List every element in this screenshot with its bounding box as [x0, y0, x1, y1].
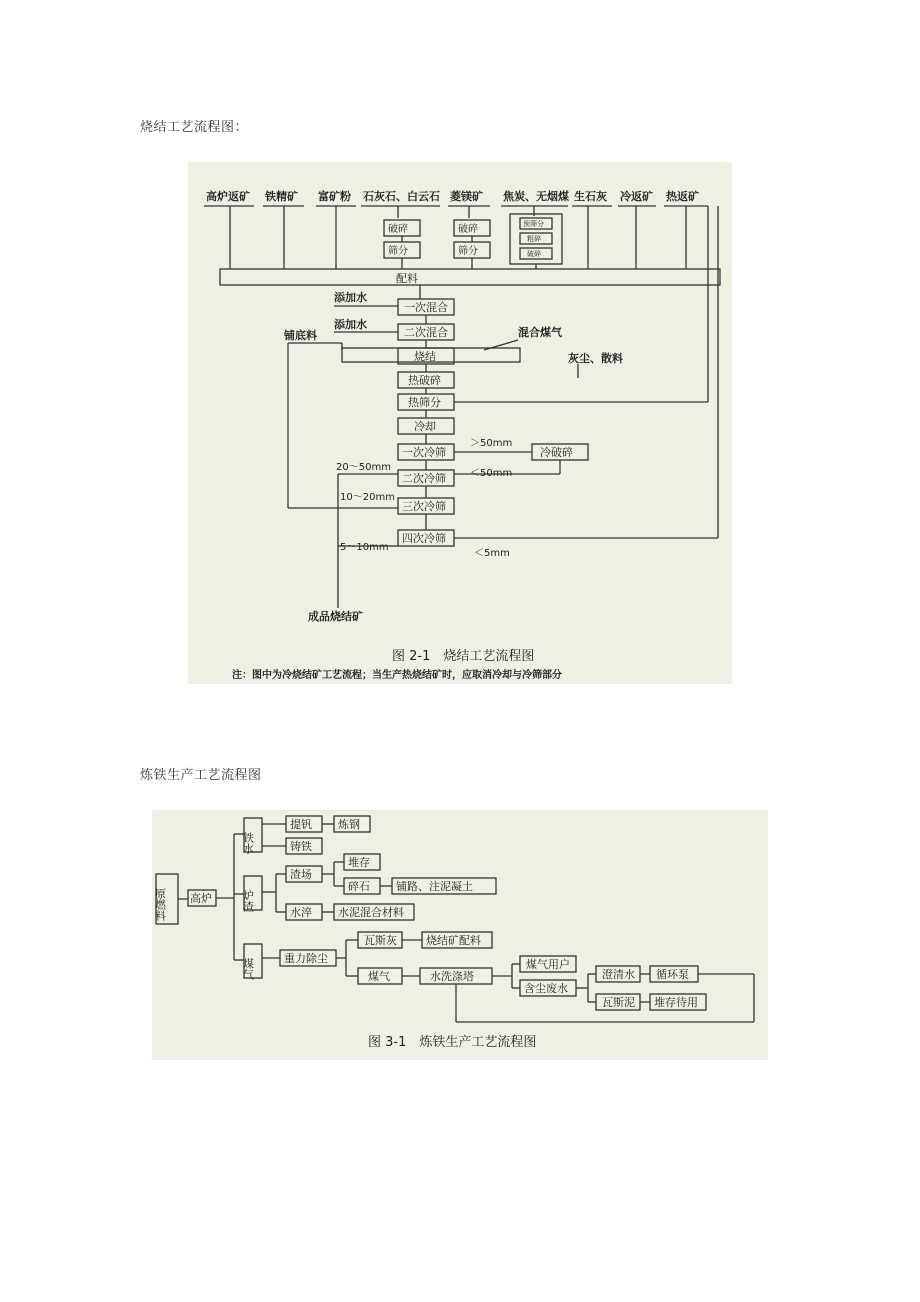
gas2-label: 煤气 [368, 970, 390, 983]
clear-water-label: 澄清水 [602, 968, 635, 981]
gt50-label: ＞50mm [470, 438, 513, 449]
cement-label: 水泥混合材料 [338, 906, 404, 919]
bedding-label: 铺底料 [284, 329, 317, 342]
raw-label: 生石灰 [574, 190, 607, 203]
vanadium-label: 提钒 [290, 818, 312, 831]
mix-1-label: 一次混合 [404, 301, 448, 314]
sinter-note: 注：图中为冷烧结矿工艺流程；当生产热烧结矿时，应取消冷却与冷筛部分 [232, 670, 562, 681]
gas-mud-label: 瓦斯泥 [602, 996, 635, 1009]
scrubber-label: 水洗涤塔 [430, 970, 474, 983]
iron-caption: 图 3-1 炼铁生产工艺流程图 [368, 1035, 537, 1050]
sinter-heading: 烧结工艺流程图： [140, 120, 249, 135]
raw-fuel-label: 原燃料 [153, 888, 167, 921]
sintering-label: 烧结 [414, 350, 436, 363]
cooling-label: 冷却 [414, 420, 436, 433]
hot-crush-label: 热破碎 [408, 374, 441, 387]
raw-label: 冷返矿 [620, 190, 653, 203]
storage-label: 堆存待用 [654, 996, 698, 1009]
cold-crush-label: 冷破碎 [540, 446, 573, 459]
gravel-label: 碎石 [348, 880, 370, 893]
range-20-50-label: 20～50mm [336, 462, 391, 473]
step-label: 筛分 [458, 246, 478, 257]
step-label: 筛分 [388, 246, 408, 257]
lt50-label: ＜50mm [470, 468, 513, 479]
dust-label: 灰尘、散料 [568, 352, 623, 365]
raw-label: 铁精矿 [265, 190, 298, 203]
pig-iron-label: 铸铁 [290, 840, 312, 853]
product-label: 成品烧结矿 [308, 610, 363, 623]
step-label: 粗碎 [527, 235, 541, 243]
sinter-flowchart [188, 162, 732, 684]
add-water-label: 添加水 [334, 291, 367, 304]
water-slag-label: 水淬 [290, 906, 312, 919]
raw-label: 焦炭、无烟煤 [503, 190, 569, 203]
range-5-10-label: 5～10mm [340, 542, 389, 553]
raw-label: 富矿粉 [318, 190, 351, 203]
raw-label: 高炉返矿 [206, 190, 250, 203]
screen-1-label: 一次冷筛 [402, 446, 446, 459]
hot-screen-label: 热筛分 [408, 396, 441, 409]
steelmaking-label: 炼钢 [338, 818, 360, 831]
raw-label: 石灰石、白云石 [363, 190, 440, 203]
molten-iron-label: 铁水 [241, 832, 255, 854]
step-label: 预筛分 [523, 220, 544, 228]
raw-label: 菱镁矿 [450, 190, 483, 203]
road-label: 铺路、注泥凝土 [396, 880, 473, 893]
raw-label: 热返矿 [666, 190, 699, 203]
gas-users-label: 煤气用户 [526, 958, 570, 971]
range-10-20-label: 10～20mm [340, 492, 395, 503]
mixed-gas-label: 混合煤气 [518, 326, 562, 339]
iron-heading: 炼铁生产工艺流程图 [140, 768, 262, 783]
sinter-caption: 图 2-1 烧结工艺流程图 [392, 649, 535, 664]
mix-2-label: 二次混合 [404, 326, 448, 339]
screen-4-label: 四次冷筛 [402, 532, 446, 545]
step-label: 破碎 [388, 224, 408, 235]
slag-label: 炉渣 [241, 890, 255, 912]
gravity-dust-label: 重力除尘 [284, 952, 328, 965]
add-water-label: 添加水 [334, 318, 367, 331]
sinter-batch-label: 烧结矿配料 [426, 934, 481, 947]
step-label: 破碎 [527, 250, 541, 258]
stockpile-label: 堆存 [348, 856, 370, 869]
batching-label: 配料 [396, 272, 418, 285]
screen-3-label: 三次冷筛 [402, 500, 446, 513]
slag-yard-label: 渣场 [290, 868, 312, 881]
gas-ash-label: 瓦斯灰 [364, 934, 397, 947]
gas-label: 煤气 [241, 958, 255, 980]
iron-flowchart [152, 810, 768, 1060]
screen-2-label: 二次冷筛 [402, 472, 446, 485]
blast-furnace-label: 高炉 [190, 892, 212, 905]
iron-flowchart-image [152, 810, 768, 1060]
circ-pump-label: 循环泵 [656, 968, 689, 981]
dusty-water-label: 含尘废水 [524, 982, 568, 995]
step-label: 破碎 [458, 224, 478, 235]
sinter-flowchart-image [188, 162, 732, 684]
lt5-label: ＜5mm [474, 548, 510, 559]
